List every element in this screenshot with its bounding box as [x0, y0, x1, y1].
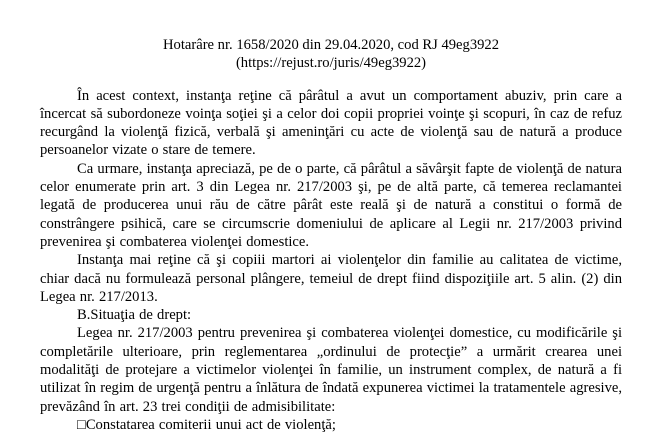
document-source-url: (https://rejust.ro/juris/49eg3922) — [235, 55, 427, 72]
condition-list-item — [40, 416, 622, 434]
document-body — [40, 87, 622, 435]
paragraph-child-victims: Instanţa mai reţine că şi copiii martori ai violenţelor din familie au calitatea de victime, chiar dacă nu formulează personal plângere, temeiul de drept fiind dispoziţiile art. 5 alin. (2) din Legea nr. 217/2013. — [40, 252, 622, 305]
paragraph-court-findings: În acest context, instanţa reţine că pârâtul a avut un comportament abuziv, prin care a încercat să subordoneze voinţa soţiei şi a celor doi copii propriei voinţe şi scopuri, în caz de refuz recurgând la violenţă fizică, verbală şi ameninţări cu acte de violenţă sau de natură a produce persoanelor vizate o stare de temere. — [40, 87, 622, 159]
paragraph-law-217-2003-summary: Legea nr. 217/2003 pentru prevenirea şi combaterea violenţei domestice, cu modificările şi completările ulterioare, prin reglementarea „ordinului de protecţie” a urmărit crearea unei modalităţi de protejare a victimelor violenţei în familie, un instrument complex, de natură a fi utilizat în regim de urgenţă pentru a înlătura de îndată expunerea victimei la tratamentele agresive, prevăzând în art. 23 trei condiţii de admisibilitate: — [40, 325, 622, 415]
square-bullet-icon: □ — [77, 416, 86, 433]
document-header — [40, 36, 622, 73]
document-title: Hotarâre nr. 1658/2020 din 29.04.2020, cod RJ 49eg3922 — [162, 37, 500, 53]
paragraph-court-assessment: Ca urmare, instanţa apreciază, pe de o parte, că pârâtul a săvârşit fapte de violenţă de natura celor enumerate prin art. 3 din Legea nr. 217/2003 şi, pe de altă parte, că temerea reclamantei legată de producerea unui rău de către pârât este reală şi de natură a constitui o formă de constrângere psihică, care se circumscrie domeniului de aplicare al Legii nr. 217/2003 privind prevenirea şi combaterea violenţei domestice. — [40, 160, 622, 250]
section-heading-legal-situation: B.Situaţia de drept: — [77, 307, 192, 324]
condition-item-text: Constatarea comiterii unui act de violenţă; — [85, 416, 336, 433]
